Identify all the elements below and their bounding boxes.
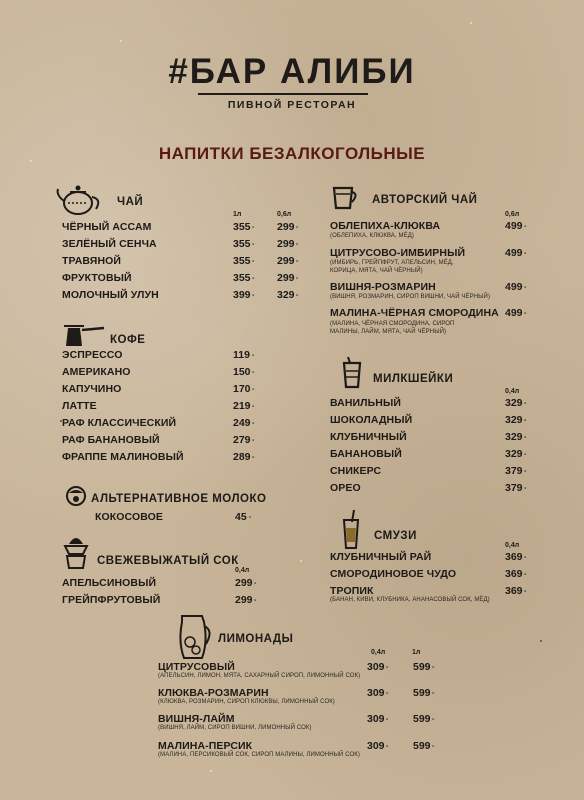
- currency-mark: -: [252, 275, 255, 282]
- item-name: ВИШНЯ-ЛАЙМ: [158, 713, 235, 725]
- item-price: 119: [233, 349, 250, 361]
- item-price: 299: [277, 221, 295, 233]
- item-price: 45: [235, 511, 247, 523]
- currency-mark: -: [432, 716, 435, 723]
- section-juice-title: СВЕЖЕВЫЖАТЫЙ СОК: [97, 555, 239, 567]
- brand-subtitle: ПИВНОЙ РЕСТОРАН: [227, 99, 357, 111]
- milkshake-icon: [342, 355, 362, 389]
- item-description: (ИМБИРЬ, ГРЕЙПФРУТ, АПЕЛЬСИН, МЁД, КОРИЦА, МЯТА, ЧАЙ ЧЁРНЫЙ): [330, 260, 454, 274]
- currency-mark: -: [524, 250, 527, 257]
- item-price: 379: [505, 482, 523, 494]
- section-tea-title: ЧАЙ: [117, 196, 144, 208]
- currency-mark: -: [386, 743, 389, 750]
- currency-mark: -: [386, 690, 389, 697]
- currency-mark: -: [524, 468, 527, 475]
- paper-speck: [120, 40, 122, 42]
- section-smoothies-title: СМУЗИ: [374, 530, 417, 542]
- brand-divider: [198, 93, 368, 95]
- item-description: (БАНАН, КИВИ, КЛУБНИКА, АНАНАСОВЫЙ СОК, МЁД): [330, 597, 490, 603]
- item-name: АПЕЛЬСИНОВЫЙ: [62, 577, 157, 589]
- coffee-pot-icon: [60, 322, 106, 348]
- item-name: ЛАТТЕ: [62, 400, 97, 412]
- paper-speck: [470, 22, 472, 24]
- item-price: 369: [505, 585, 523, 597]
- item-price: 329: [505, 414, 523, 426]
- item-price: 355: [233, 221, 251, 233]
- currency-mark: -: [296, 292, 299, 299]
- item-price: 329: [505, 397, 523, 409]
- item-name: ОБЛЕПИХА-КЛЮКВА: [330, 220, 441, 232]
- item-price: 329: [505, 448, 523, 460]
- item-name: РАФ КЛАССИЧЕСКИЙ: [62, 417, 177, 429]
- item-description: (МАЛИНА, ЧЁРНАЯ СМОРОДИНА, СИРОП МАЛИНЫ, ЛАЙМ, МЯТА, ЧАЙ ЧЁРНЫЙ): [330, 321, 455, 335]
- currency-mark: -: [249, 514, 252, 521]
- currency-mark: -: [386, 716, 389, 723]
- item-price: 309: [367, 713, 385, 725]
- paper-speck: [300, 560, 302, 562]
- item-price: 499: [505, 220, 523, 232]
- currency-mark: -: [524, 451, 527, 458]
- smoothies-size: 0,4л: [505, 542, 520, 549]
- item-price: 369: [505, 551, 523, 563]
- item-name: КЛУБНИЧНЫЙ: [330, 431, 407, 443]
- smoothie-glass-icon: [340, 508, 362, 550]
- item-price: 355: [233, 272, 251, 284]
- item-description: (ОБЛЕПИХА, КЛЮКВА, МЁД): [330, 233, 414, 239]
- item-price: 299: [235, 577, 253, 589]
- currency-mark: -: [524, 485, 527, 492]
- item-name: ЦИТРУСОВЫЙ: [158, 661, 235, 673]
- tea-size-2: 0,6л: [277, 211, 292, 218]
- item-description: (КЛЮКВА, РОЗМАРИН, СИРОП КЛЮКВЫ, ЛИМОННЫЙ СОК): [158, 699, 335, 705]
- currency-mark: -: [524, 434, 527, 441]
- item-name: ГРЕЙПФРУТОВЫЙ: [62, 594, 161, 606]
- paper-speck: [540, 640, 542, 642]
- item-price: 379: [505, 465, 523, 477]
- currency-mark: -: [252, 403, 255, 410]
- currency-mark: -: [432, 664, 435, 671]
- currency-mark: -: [296, 224, 299, 231]
- currency-mark: -: [524, 284, 527, 291]
- item-name: КАПУЧИНО: [62, 383, 122, 395]
- item-name: МАЛИНА-ЧЁРНАЯ СМОРОДИНА: [330, 307, 499, 319]
- tea-size-1: 1л: [233, 211, 242, 218]
- item-price: 299: [277, 238, 295, 250]
- item-name: ВИШНЯ-РОЗМАРИН: [330, 281, 436, 293]
- item-price: 249: [233, 417, 251, 429]
- page-title: НАПИТКИ БЕЗАЛКОГОЛЬНЫЕ: [158, 144, 426, 163]
- item-name: РАФ БАНАНОВЫЙ: [62, 434, 160, 446]
- item-name: МАЛИНА-ПЕРСИК: [158, 740, 253, 752]
- item-name: БАНАНОВЫЙ: [330, 448, 402, 460]
- currency-mark: -: [524, 400, 527, 407]
- currency-mark: -: [252, 369, 255, 376]
- item-price: 599: [413, 740, 431, 752]
- item-name: АМЕРИКАНО: [62, 366, 131, 378]
- item-name: ЦИТРУСОВО-ИМБИРНЫЙ: [330, 247, 466, 259]
- cup-icon: [330, 182, 360, 212]
- currency-mark: -: [252, 352, 255, 359]
- item-name: ШОКОЛАДНЫЙ: [330, 414, 413, 426]
- currency-mark: -: [524, 571, 527, 578]
- currency-mark: -: [296, 275, 299, 282]
- currency-mark: -: [432, 690, 435, 697]
- item-price: 299: [235, 594, 253, 606]
- currency-mark: -: [432, 743, 435, 750]
- item-price: 329: [505, 431, 523, 443]
- item-name: КЛУБНИЧНЫЙ РАЙ: [330, 551, 432, 563]
- milkshakes-size: 0,4л: [505, 388, 520, 395]
- currency-mark: -: [296, 258, 299, 265]
- item-price: 499: [505, 281, 523, 293]
- item-price: 219: [233, 400, 251, 412]
- currency-mark: -: [252, 224, 255, 231]
- currency-mark: -: [524, 310, 527, 317]
- section-lemonades-title: ЛИМОНАДЫ: [218, 633, 294, 645]
- item-name: ЗЕЛЁНЫЙ СЕНЧА: [62, 238, 157, 250]
- section-author-tea-title: АВТОРСКИЙ ЧАЙ: [372, 194, 478, 206]
- item-price: 299: [277, 272, 295, 284]
- section-alt-milk-title: АЛЬТЕРНАТИВНОЕ МОЛОКО: [91, 493, 267, 505]
- currency-mark: -: [524, 223, 527, 230]
- currency-mark: -: [252, 437, 255, 444]
- item-price: 599: [413, 661, 431, 673]
- brand-name: #БАР АЛИБИ: [168, 52, 416, 91]
- item-name: ВАНИЛЬНЫЙ: [330, 397, 401, 409]
- item-name: МОЛОЧНЫЙ УЛУН: [62, 289, 159, 301]
- item-price: 170: [233, 383, 251, 395]
- author-tea-size: 0,6л: [505, 211, 520, 218]
- item-price: 499: [505, 307, 523, 319]
- item-price: 150: [233, 366, 251, 378]
- currency-mark: -: [252, 386, 255, 393]
- teapot-icon: [54, 183, 104, 217]
- item-price: 355: [233, 238, 251, 250]
- item-price: 309: [367, 661, 385, 673]
- item-description: (МАЛИНА, ПЕРСИКОВЫЙ СОК, СИРОП МАЛИНЫ, ЛИМОННЫЙ СОК): [158, 752, 360, 758]
- currency-mark: -: [296, 241, 299, 248]
- currency-mark: -: [524, 588, 527, 595]
- item-name: ТРАВЯНОЙ: [62, 255, 122, 267]
- item-price: 355: [233, 255, 251, 267]
- item-price: 289: [233, 451, 251, 463]
- item-name: ЭСПРЕССО: [62, 349, 123, 361]
- currency-mark: -: [252, 420, 255, 427]
- lemonades-size-2: 1л: [412, 649, 421, 656]
- item-description: (ВИШНЯ, ЛАЙМ, СИРОП ВИШНИ, ЛИМОННЫЙ СОК): [158, 725, 312, 731]
- item-price: 309: [367, 687, 385, 699]
- item-name: СМОРОДИНОВОЕ ЧУДО: [330, 568, 457, 580]
- currency-mark: -: [252, 454, 255, 461]
- coconut-icon: [64, 483, 90, 507]
- item-price: 369: [505, 568, 523, 580]
- item-name: КОКОСОВОЕ: [95, 511, 164, 523]
- item-price: 299: [277, 255, 295, 267]
- currency-mark: -: [252, 258, 255, 265]
- item-price: 599: [413, 687, 431, 699]
- item-price: 599: [413, 713, 431, 725]
- item-name: СНИКЕРС: [330, 465, 382, 477]
- currency-mark: -: [252, 292, 255, 299]
- lemonade-jug-icon: [176, 612, 214, 662]
- item-name: ОРЕО: [330, 482, 361, 494]
- item-description: (ВИШНЯ, РОЗМАРИН, СИРОП ВИШНИ, ЧАЙ ЧЁРНЫЙ): [330, 294, 491, 300]
- item-price: 279: [233, 434, 251, 446]
- item-name: КЛЮКВА-РОЗМАРИН: [158, 687, 269, 699]
- currency-mark: -: [386, 664, 389, 671]
- section-coffee-title: КОФЕ: [110, 334, 146, 346]
- item-name: ФРУКТОВЫЙ: [62, 272, 132, 284]
- item-price: 329: [277, 289, 295, 301]
- paper-speck: [210, 770, 212, 772]
- currency-mark: -: [252, 241, 255, 248]
- currency-mark: -: [254, 580, 257, 587]
- item-price: 309: [367, 740, 385, 752]
- item-description: (АПЕЛЬСИН, ЛИМОН, МЯТА, САХАРНЫЙ СИРОП, ЛИМОННЫЙ СОК): [158, 673, 361, 679]
- section-milkshakes-title: МИЛКШЕЙКИ: [373, 373, 454, 385]
- lemonades-size-1: 0,4л: [371, 649, 386, 656]
- item-name: ТРОПИК: [330, 585, 374, 597]
- juice-size: 0,4л: [235, 567, 250, 574]
- item-name: ЧЁРНЫЙ АССАМ: [62, 221, 152, 233]
- currency-mark: -: [524, 417, 527, 424]
- item-price: 399: [233, 289, 251, 301]
- item-price: 499: [505, 247, 523, 259]
- currency-mark: -: [254, 597, 257, 604]
- item-name: ФРАППЕ МАЛИНОВЫЙ: [62, 451, 184, 463]
- currency-mark: -: [524, 554, 527, 561]
- juicer-icon: [61, 532, 91, 570]
